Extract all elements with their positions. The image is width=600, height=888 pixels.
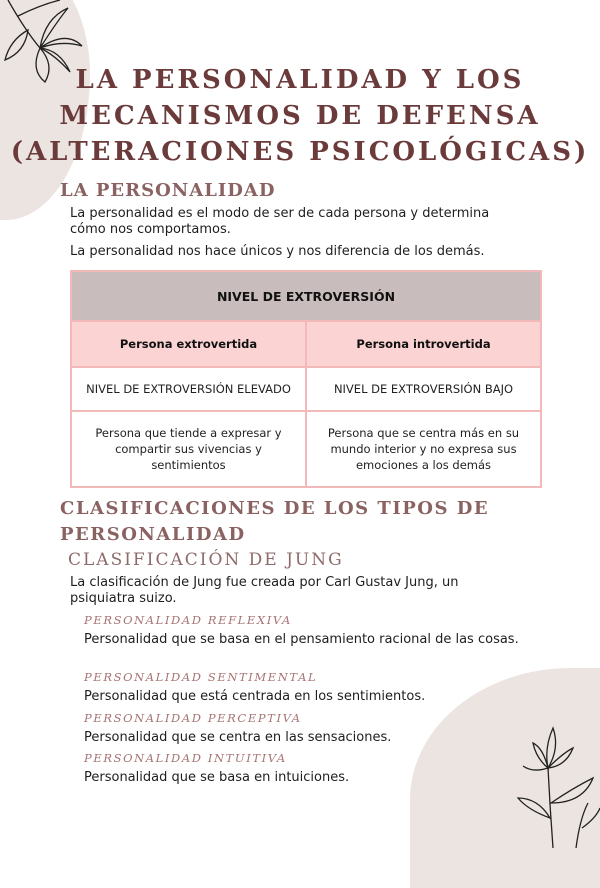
type-desc-sentimental: Personalidad que está centrada en los sentimientos. xyxy=(84,689,426,704)
section-heading-clasificaciones xyxy=(60,496,489,548)
personalidad-definition: La personalidad es el modo de ser de cada persona y determina cómo nos comportamos. xyxy=(70,206,490,237)
table-cell: Persona que tiende a expresar y compartir sus vivencias y sentimientos xyxy=(71,411,306,487)
title-line-3: (ALTERACIONES PSICOLÓGICAS) xyxy=(10,137,590,167)
page-title xyxy=(0,62,600,170)
table-cell: NIVEL DE EXTROVERSIÓN BAJO xyxy=(306,367,541,411)
type-desc-intuitiva: Personalidad que se basa en intuiciones. xyxy=(84,770,350,785)
type-name-perceptiva: PERSONALIDAD PERCEPTIVA xyxy=(84,711,302,725)
type-desc-reflexiva: Personalidad que se basa en el pensamiento racional de las cosas. xyxy=(84,632,519,647)
title-line-2: MECANISMOS DE DEFENSA xyxy=(59,101,541,131)
personalidad-uniqueness: La personalidad nos hace únicos y nos diferencia de los demás. xyxy=(70,244,485,259)
clasificaciones-line-2: PERSONALIDAD xyxy=(60,524,246,545)
subheading-jung: CLASIFICACIÓN DE JUNG xyxy=(68,550,344,570)
jung-intro: La clasificación de Jung fue creada por Carl Gustav Jung, un psiquiatra suizo. xyxy=(70,575,459,606)
table-row xyxy=(71,367,541,411)
title-line-1: LA PERSONALIDAD Y LOS xyxy=(75,65,525,95)
type-desc-perceptiva: Personalidad que se centra en las sensaciones. xyxy=(84,730,392,745)
table-row xyxy=(71,411,541,487)
section-heading-personalidad: LA PERSONALIDAD xyxy=(60,180,276,201)
column-header-introvertida: Persona introvertida xyxy=(306,321,541,367)
table-cell: Persona que se centra más en su mundo interior y no expresa sus emociones a los demás xyxy=(306,411,541,487)
clasificaciones-line-1: CLASIFICACIONES DE LOS TIPOS DE xyxy=(60,498,490,519)
type-name-intuitiva: PERSONALIDAD INTUITIVA xyxy=(84,751,287,765)
type-name-reflexiva: PERSONALIDAD REFLEXIVA xyxy=(84,613,292,627)
table-header: NIVEL DE EXTROVERSIÓN xyxy=(71,271,541,321)
table-cell: NIVEL DE EXTROVERSIÓN ELEVADO xyxy=(71,367,306,411)
extroversion-table xyxy=(70,270,542,488)
type-name-sentimental: PERSONALIDAD SENTIMENTAL xyxy=(84,670,318,684)
column-header-extrovertida: Persona extrovertida xyxy=(71,321,306,367)
